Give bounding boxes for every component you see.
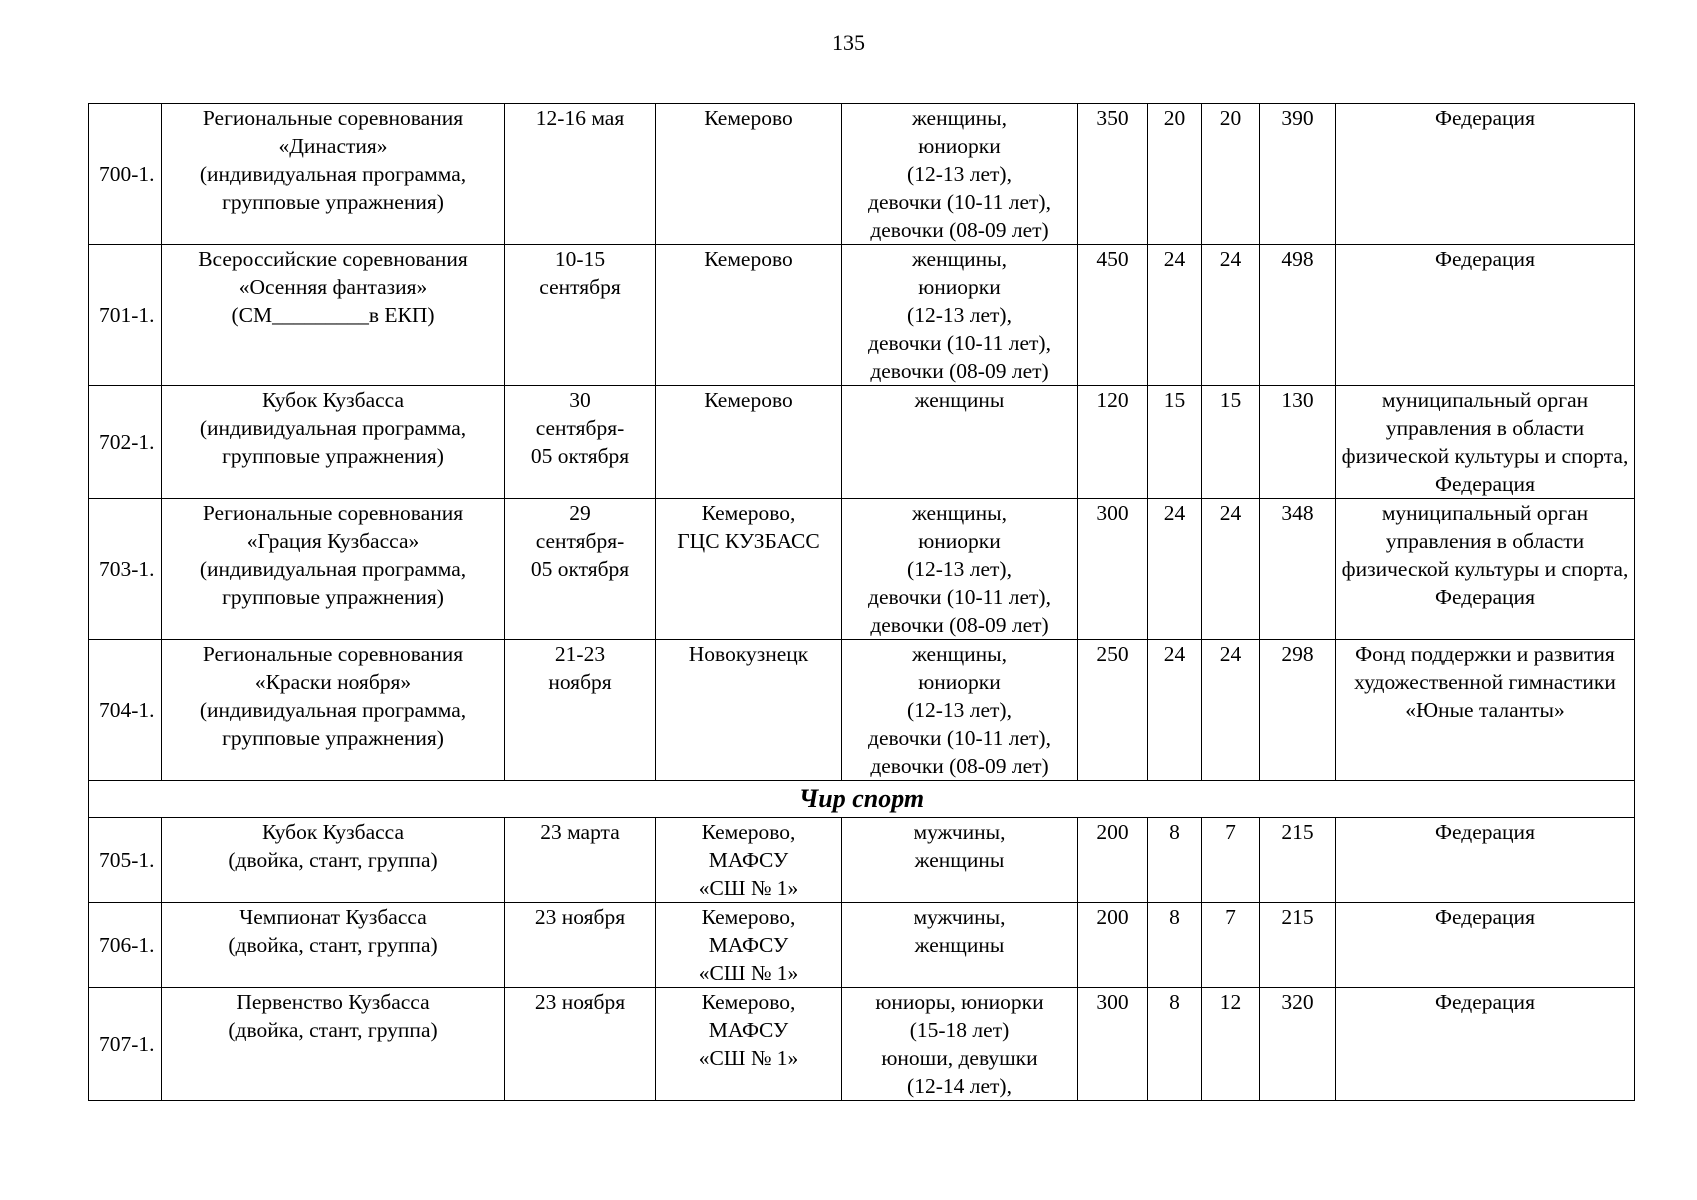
event-dates: 10-15 сентября [505,245,656,386]
organizer: Федерация [1336,988,1635,1101]
event-participants: мужчины, женщины [842,903,1078,988]
coaches-count: 8 [1148,818,1202,903]
athletes-count: 200 [1078,903,1148,988]
events-table [88,103,1635,1101]
event-dates: 29 сентября- 05 октября [505,499,656,640]
event-number: 707-1. [89,988,162,1101]
event-place: Новокузнецк [656,640,842,781]
event-place: Кемерово [656,386,842,499]
total-count: 348 [1260,499,1336,640]
coaches-count: 8 [1148,988,1202,1101]
coaches-count: 24 [1148,499,1202,640]
athletes-count: 250 [1078,640,1148,781]
event-number: 705-1. [89,818,162,903]
organizer: Федерация [1336,818,1635,903]
judges-count: 20 [1202,104,1260,245]
organizer: Федерация [1336,104,1635,245]
total-count: 215 [1260,818,1336,903]
table-row [89,640,1635,781]
organizer: Федерация [1336,245,1635,386]
total-count: 215 [1260,903,1336,988]
coaches-count: 24 [1148,245,1202,386]
judges-count: 7 [1202,903,1260,988]
event-participants: женщины, юниорки (12-13 лет), девочки (10-11 лет), девочки (08-09 лет) [842,104,1078,245]
event-participants: мужчины, женщины [842,818,1078,903]
event-participants: женщины, юниорки (12-13 лет), девочки (10-11 лет), девочки (08-09 лет) [842,499,1078,640]
event-dates: 23 ноября [505,903,656,988]
event-name: Кубок Кузбасса (двойка, стант, группа) [162,818,505,903]
table-row [89,104,1635,245]
organizer: Фонд поддержки и развития художественной гимнастики «Юные таланты» [1336,640,1635,781]
event-name: Кубок Кузбасса (индивидуальная программа, групповые упражнения) [162,386,505,499]
section-header-row [89,781,1635,818]
organizer: муниципальный орган управления в области физической культуры и спорта, Федерация [1336,386,1635,499]
judges-count: 24 [1202,499,1260,640]
judges-count: 7 [1202,818,1260,903]
table-row [89,245,1635,386]
total-count: 298 [1260,640,1336,781]
event-number: 702-1. [89,386,162,499]
event-participants: юниоры, юниорки (15-18 лет) юноши, девушки (12-14 лет), [842,988,1078,1101]
event-place: Кемерово, МАФСУ «СШ № 1» [656,988,842,1101]
event-number: 700-1. [89,104,162,245]
event-place: Кемерово, МАФСУ «СШ № 1» [656,903,842,988]
event-number: 701-1. [89,245,162,386]
event-participants: женщины, юниорки (12-13 лет), девочки (10-11 лет), девочки (08-09 лет) [842,640,1078,781]
athletes-count: 350 [1078,104,1148,245]
event-place: Кемерово, ГЦС КУЗБАСС [656,499,842,640]
event-participants: женщины, юниорки (12-13 лет), девочки (10-11 лет), девочки (08-09 лет) [842,245,1078,386]
table-row [89,386,1635,499]
coaches-count: 8 [1148,903,1202,988]
event-dates: 12-16 мая [505,104,656,245]
table-row [89,988,1635,1101]
coaches-count: 24 [1148,640,1202,781]
table-row [89,903,1635,988]
athletes-count: 300 [1078,499,1148,640]
athletes-count: 450 [1078,245,1148,386]
event-name: Первенство Кузбасса (двойка, стант, группа) [162,988,505,1101]
organizer: муниципальный орган управления в области физической культуры и спорта, Федерация [1336,499,1635,640]
organizer: Федерация [1336,903,1635,988]
event-name: Региональные соревнования «Династия» (индивидуальная программа, групповые упражнения) [162,104,505,245]
page-number: 135 [832,30,865,55]
event-name: Всероссийские соревнования «Осенняя фантазия» (СМ_________в ЕКП) [162,245,505,386]
event-dates: 30 сентября- 05 октября [505,386,656,499]
total-count: 390 [1260,104,1336,245]
coaches-count: 20 [1148,104,1202,245]
event-dates: 21-23 ноября [505,640,656,781]
event-number: 704-1. [89,640,162,781]
event-name: Чемпионат Кузбасса (двойка, стант, группа) [162,903,505,988]
judges-count: 24 [1202,640,1260,781]
judges-count: 15 [1202,386,1260,499]
judges-count: 12 [1202,988,1260,1101]
event-name: Региональные соревнования «Краски ноября» (индивидуальная программа, групповые упражнения) [162,640,505,781]
event-number: 703-1. [89,499,162,640]
judges-count: 24 [1202,245,1260,386]
event-place: Кемерово [656,245,842,386]
table-row [89,818,1635,903]
event-place: Кемерово [656,104,842,245]
athletes-count: 120 [1078,386,1148,499]
event-dates: 23 ноября [505,988,656,1101]
athletes-count: 300 [1078,988,1148,1101]
coaches-count: 15 [1148,386,1202,499]
section-title: Чир спорт [89,781,1635,818]
event-name: Региональные соревнования «Грация Кузбасса» (индивидуальная программа, групповые упражнения) [162,499,505,640]
total-count: 320 [1260,988,1336,1101]
event-dates: 23 марта [505,818,656,903]
event-place: Кемерово, МАФСУ «СШ № 1» [656,818,842,903]
total-count: 498 [1260,245,1336,386]
total-count: 130 [1260,386,1336,499]
event-number: 706-1. [89,903,162,988]
table-row [89,499,1635,640]
event-participants: женщины [842,386,1078,499]
athletes-count: 200 [1078,818,1148,903]
